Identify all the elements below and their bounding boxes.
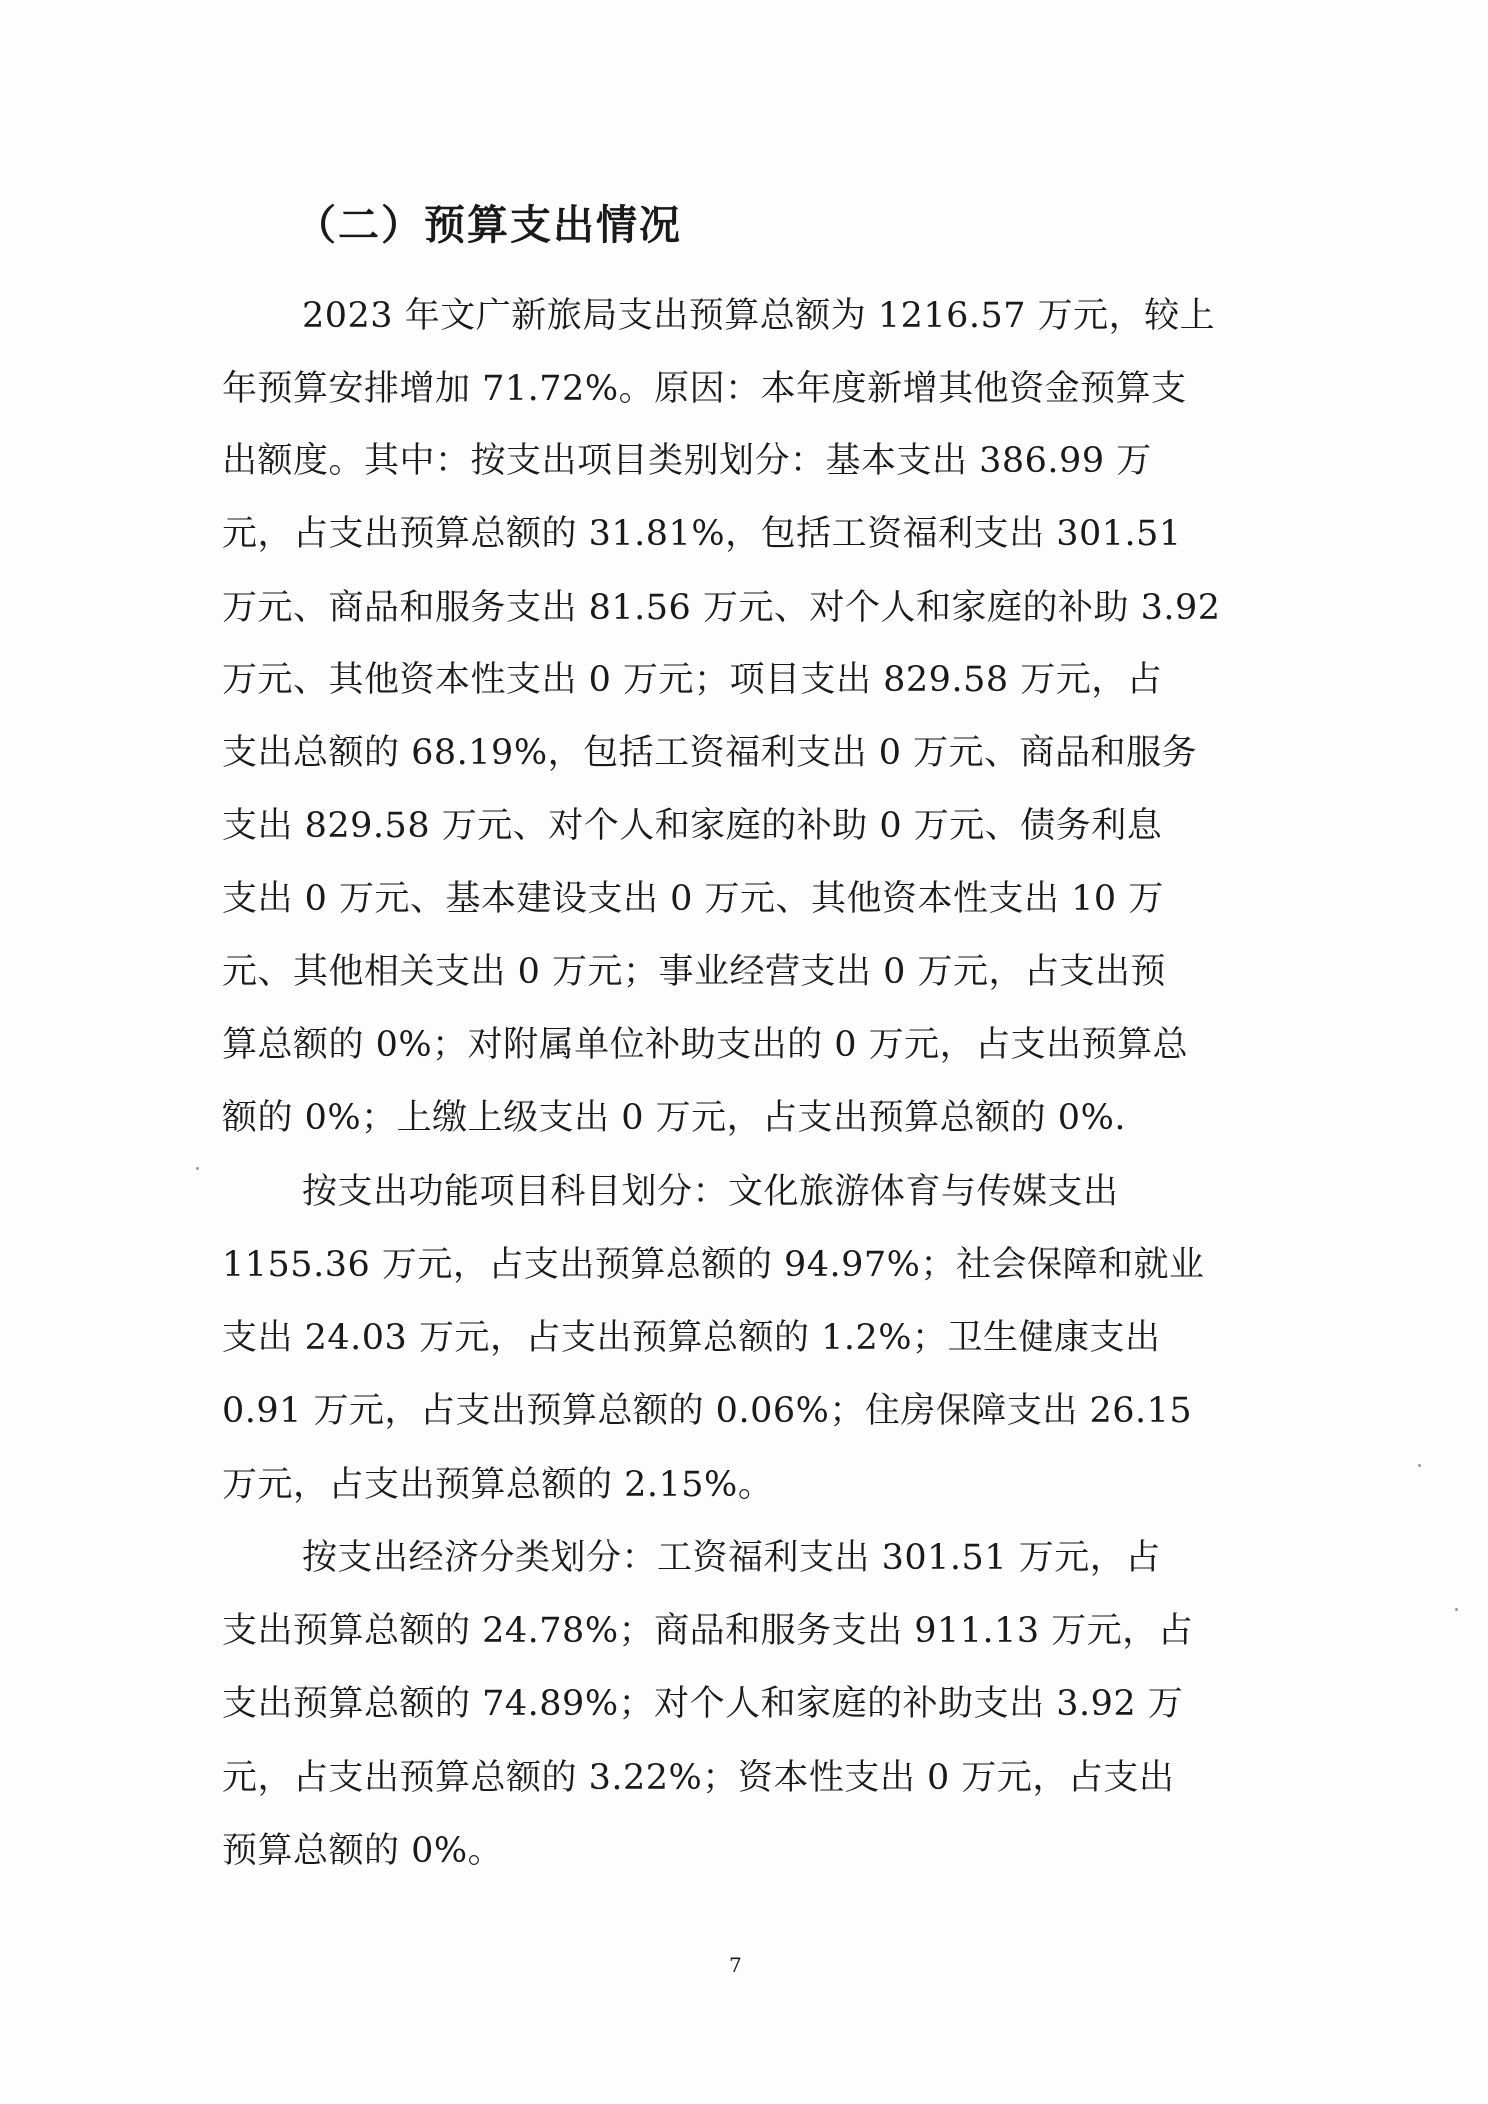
paragraph-line: 0.91 万元，占支出预算总额的 0.06%；住房保障支出 26.15 — [222, 1391, 1193, 1431]
paragraph-line: 支出 0 万元、基本建设支出 0 万元、其他资本性支出 10 万 — [222, 879, 1164, 919]
paragraph-line: 支出预算总额的 74.89%；对个人和家庭的补助支出 3.92 万 — [222, 1684, 1184, 1724]
paragraph-line: 万元，占支出预算总额的 2.15%。 — [222, 1465, 774, 1505]
paragraph-line: 元，占支出预算总额的 3.22%；资本性支出 0 万元，占支出 — [222, 1758, 1175, 1798]
paragraph-line: 算总额的 0%；对附属单位补助支出的 0 万元，占支出预算总 — [222, 1025, 1189, 1065]
paragraph-line: 按支出经济分类划分：工资福利支出 301.51 万元，占 — [302, 1538, 1161, 1578]
paragraph-line: 万元、商品和服务支出 81.56 万元、对个人和家庭的补助 3.92 — [222, 588, 1221, 628]
paragraph-line: 按支出功能项目科目划分：文化旅游体育与传媒支出 — [302, 1172, 1119, 1212]
paragraph-line: 预算总额的 0%。 — [222, 1831, 504, 1871]
section-heading: （二）预算支出情况 — [295, 201, 682, 249]
paragraph-line: 额的 0%；上缴上级支出 0 万元，占支出预算总额的 0%. — [222, 1098, 1126, 1138]
paragraph-line: 1155.36 万元，占支出预算总额的 94.97%；社会保障和就业 — [222, 1245, 1205, 1285]
paragraph-line: 出额度。其中：按支出项目类别划分：基本支出 386.99 万 — [222, 441, 1152, 481]
paragraph-line: 支出预算总额的 24.78%；商品和服务支出 911.13 万元，占 — [222, 1611, 1194, 1651]
paragraph-line: 元，占支出预算总额的 31.81%，包括工资福利支出 301.51 — [222, 514, 1182, 554]
paragraph-line: 支出 24.03 万元，占支出预算总额的 1.2%；卫生健康支出 — [222, 1318, 1161, 1358]
page-number: 7 — [729, 1953, 742, 1977]
paragraph-line: 万元、其他资本性支出 0 万元；项目支出 829.58 万元，占 — [222, 660, 1163, 700]
paragraph-line: 支出 829.58 万元、对个人和家庭的补助 0 万元、债务利息 — [222, 806, 1163, 846]
paragraph-line: 2023 年文广新旅局支出预算总额为 1216.57 万元，较上 — [302, 296, 1216, 336]
paragraph-line: 年预算安排增加 71.72%。原因：本年度新增其他资金预算支 — [222, 369, 1187, 409]
paragraph-line: 支出总额的 68.19%，包括工资福利支出 0 万元、商品和服务 — [222, 733, 1198, 773]
scan-speck — [1455, 1608, 1458, 1611]
scan-speck — [1418, 1464, 1421, 1467]
scan-speck — [196, 1167, 199, 1170]
paragraph-line: 元、其他相关支出 0 万元；事业经营支出 0 万元，占支出预 — [222, 952, 1167, 992]
